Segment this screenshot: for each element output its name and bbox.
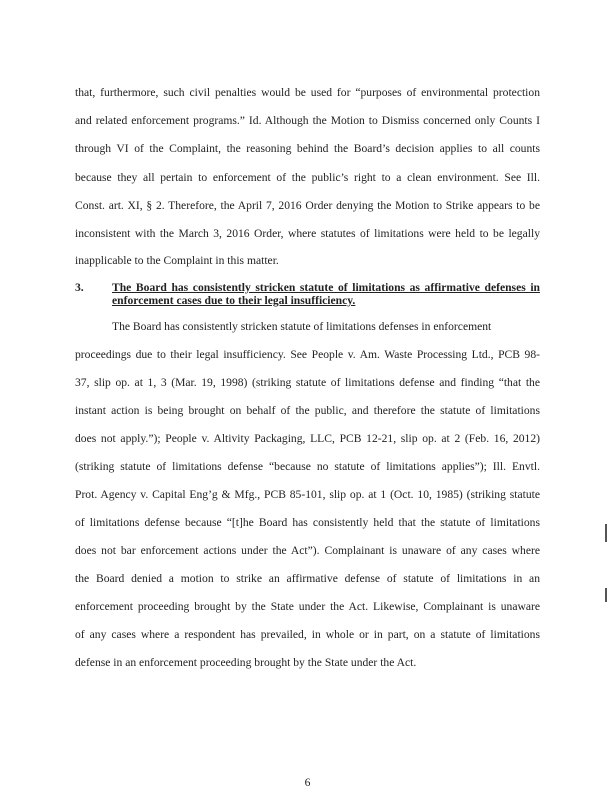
paragraph-2-line-7: Prot. Agency v. Capital Eng’g & Mfg., PCB 85-101, slip op. at 1 (Oct. 10, 1985) (striking statute (75, 488, 540, 501)
section-number: 3. (75, 281, 84, 294)
paragraph-2-line-1: The Board has consistently stricken statute of limitations defenses in enforcement (112, 320, 492, 333)
paragraph-1-line-7: inapplicable to the Complaint in this matter. (75, 254, 279, 267)
paragraph-1-line-2: and related enforcement programs.” Id. Although the Motion to Dismiss concerned only Counts I (75, 114, 540, 127)
margin-scan-mark (605, 588, 607, 602)
section-heading-line-1: The Board has consistently stricken statute of limitations as affirmative defenses in (112, 281, 540, 294)
paragraph-2-line-13: defense in an enforcement proceeding brought by the State under the Act. (75, 656, 417, 669)
paragraph-2-line-2: proceedings due to their legal insufficiency. See People v. Am. Waste Processing Ltd., PCB 98- (75, 348, 540, 361)
paragraph-1-line-5: Const. art. XI, § 2. Therefore, the April 7, 2016 Order denying the Motion to Strike appears to be (75, 199, 540, 212)
paragraph-2-line-4: instant action is being brought on behalf of the public, and therefore the statute of limitations (75, 404, 540, 417)
paragraph-2-line-3: 37, slip op. at 1, 3 (Mar. 19, 1998) (striking statute of limitations defense and finding “that the (75, 376, 540, 389)
page-number: 6 (304, 776, 311, 789)
margin-scan-mark (605, 524, 607, 542)
paragraph-1-line-3: through VI of the Complaint, the reasoning behind the Board’s decision applies to all counts (75, 142, 540, 155)
paragraph-2-line-9: does not bar enforcement actions under the Act”). Complainant is unaware of any cases where (75, 544, 540, 557)
paragraph-2-line-10: the Board denied a motion to strike an affirmative defense of statute of limitations in an (75, 572, 540, 585)
paragraph-2-line-8: of limitations defense because “[t]he Board has consistently held that the statute of limitations (75, 516, 540, 529)
paragraph-1-line-6: inconsistent with the March 3, 2016 Order, where statutes of limitations were held to be legally (75, 227, 540, 240)
paragraph-1-line-4: because they all pertain to enforcement of the public’s right to a clean environment. See Ill. (75, 171, 540, 184)
paragraph-2-line-12: of any cases where a respondent has prevailed, in whole or in part, on a statute of limitations (75, 628, 540, 641)
paragraph-1-line-1: that, furthermore, such civil penalties would be used for “purposes of environmental protection (75, 86, 540, 99)
paragraph-2-line-6: (striking statute of limitations defense “because no statute of limitations applies”); Ill. Envtl. (75, 460, 540, 473)
paragraph-2-line-11: enforcement proceeding brought by the State under the Act. Likewise, Complainant is unaware (75, 600, 540, 613)
section-heading-line-2: enforcement cases due to their legal insufficiency. (112, 294, 356, 307)
paragraph-2-line-5: does not apply.”); People v. Altivity Packaging, LLC, PCB 12-21, slip op. at 2 (Feb. 16, 2012) (75, 432, 540, 445)
